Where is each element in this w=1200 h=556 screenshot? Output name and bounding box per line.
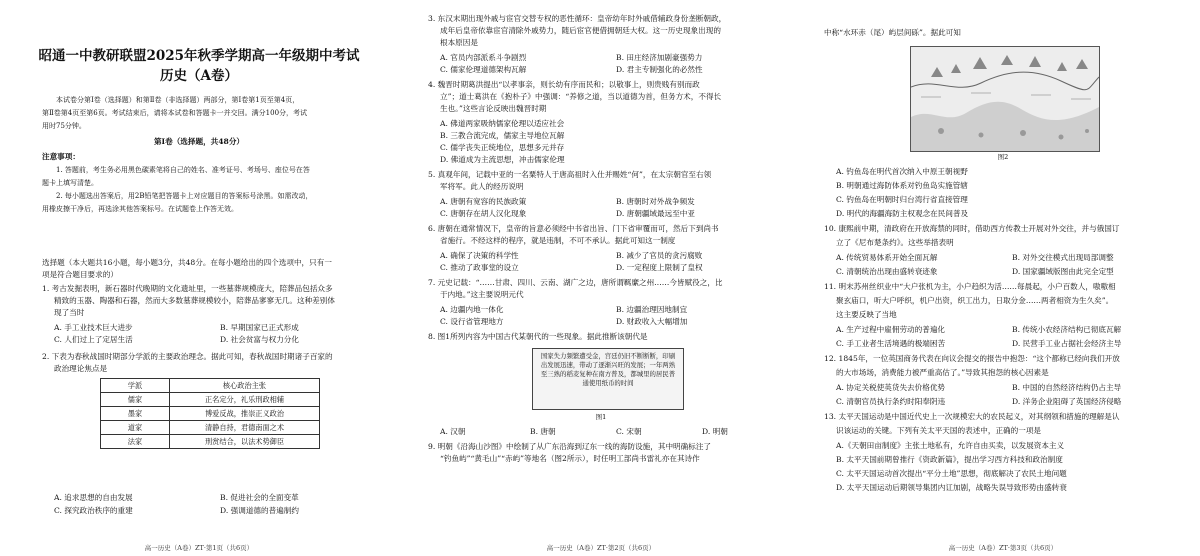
q1-option-b: B. 早期国家已正式形成 [220, 323, 299, 332]
q13-stem-a: 13. 太平天国运动是中国近代史上一次规模宏大的农民起义，对其纲领和措施的理解是认 [824, 412, 1120, 421]
table-header-cell: 核心政治主张 [170, 379, 320, 393]
notice-1b: 题卡上填写清楚。 [42, 179, 98, 187]
exam-page-1 [0, 0, 398, 556]
figure-1-text: 国家失力频繁遭受金，宫廷仍旧不断断断，印刷出发展迅速，带动了逐渐兴旺的发展；一年两熟至三熟的稻麦复种在南方普及，都城里的居民普通使用纸币的时间 [540, 352, 676, 387]
table-row [101, 393, 320, 407]
q12-option-d: D. 洋务企业阻碍了英国经济侵略 [1012, 397, 1122, 406]
q1-option-a: A. 手工业技术巨大进步 [54, 323, 133, 332]
q5-option-b: B. 唐朝时对外战争频发 [616, 197, 695, 206]
notice-2b: 用橡皮擦干净后，再选涂其他答案标号。在试题卷上作答无效。 [42, 205, 238, 213]
q9-option-a: A. 钓鱼岛在明代首次纳入中原王朝视野 [836, 167, 968, 176]
q7-option-c: C. 设行省管理地方 [440, 317, 504, 326]
q2-option-a: A. 追求思想的自由发展 [54, 493, 133, 502]
q12-stem-a: 12. 1845年，一位英国商务代表在向议会提交的报告中抱怨：“这个都称已经向我们开放 [824, 354, 1120, 363]
figure-2-map [910, 46, 1100, 152]
q6-option-d: D. 一定程度上限制了皇权 [616, 263, 703, 272]
q6-option-b: B. 减少了官员的贪污腐败 [616, 251, 703, 260]
table-cell: 清静自持，君德南面之术 [170, 421, 320, 435]
q5-stem-b: 军将军。此人的经历说明 [440, 182, 524, 191]
q8-option-a: A. 汉朝 [440, 427, 466, 436]
q5-option-d: D. 唐朝疆域最远至中亚 [616, 209, 695, 218]
q12-option-b: B. 中国的自然经济结构仍占主导 [1012, 383, 1122, 392]
q10-stem-b: 立了《尼布楚条约》。这些举措表明 [836, 238, 954, 247]
schools-table [100, 378, 320, 449]
q2-option-d: D. 强调道德的普遍制约 [220, 506, 299, 515]
q2-stem-b: 政治理论焦点是 [54, 364, 108, 373]
table-cell: 儒家 [101, 393, 170, 407]
q6-option-c: C. 推动了政事堂的设立 [440, 263, 519, 272]
q1-option-c: C. 人们过上了定居生活 [54, 335, 133, 344]
figure-1 [532, 348, 684, 410]
q3-option-d: D. 君主专制强化的必然性 [616, 65, 703, 74]
table-cell: 法家 [101, 435, 170, 449]
q11-option-c: C. 手工业者生活境遇的极端困苦 [836, 339, 946, 348]
part-1-heading: 第Ⅰ卷（选择题，共48分） [153, 137, 245, 146]
q3-option-a: A. 官员内部派系斗争剧烈 [440, 53, 527, 62]
q3-stem-b: 成年后皇帝依靠宦官清除外戚势力，随后宦官便借拥朝廷大权。这一历史现象出现的 [440, 26, 721, 35]
q10-option-d: D. 国家疆域版图由此完全定型 [1012, 267, 1114, 276]
table-cell: 墨家 [101, 407, 170, 421]
q3-stem-a: 3. 东汉末期出现外戚与宦官交替专权的恶性循环：皇帝幼年时外戚借辅政身份垄断朝政， [428, 14, 727, 23]
q13-option-d: D. 太平天国运动后期领导集团内讧加剧，战略失误导致形势由盛转衰 [836, 483, 1067, 492]
table-row [101, 407, 320, 421]
q4-stem-a: 4. 魏晋时期葛洪提出“以孝事亲，则长幼有序而民和；以敬事上，则贵贱有别而政 [428, 80, 700, 89]
q8-option-c: C. 宋朝 [616, 427, 642, 436]
q3-option-c: C. 儒家伦理道德架构瓦解 [440, 65, 527, 74]
table-cell: 正名定分，礼乐刑政相辅 [170, 393, 320, 407]
q9-option-d: D. 明代的海疆海防主权观念在民间普及 [836, 209, 969, 218]
q6-stem-a: 6. 唐朝在通常情况下，皇帝的旨意必须经中书省出旨、门下省审覆而可，然后下到尚书 [428, 224, 719, 233]
page-footer: 高一历史（A卷）ZT·第1页（共6页） [144, 544, 254, 552]
q11-stem-c: 这主要反映了当地 [836, 310, 897, 319]
table-header-cell: 学派 [101, 379, 170, 393]
q8-stem: 8. 图1所列内容为中国古代某朝代的一些现象。据此推断该朝代是 [428, 332, 648, 341]
q2-option-b: B. 促进社会的全面变革 [220, 493, 299, 502]
q9-stem-c: 中称“水环赤（尾）屿层间砾”。据此可知 [824, 28, 961, 37]
q7-stem-a: 7. 元史记载：“……甘肃、四川、云南、湖广之边，唐所谓羁縻之州……今皆赋役之，比 [428, 278, 723, 287]
notice-1a: 1. 答题前，考生务必用黑色碳素笔将自己的姓名、准考证号、考场号、座位号在答 [56, 166, 310, 174]
q11-option-a: A. 生产过程中雇佣劳动的普遍化 [836, 325, 946, 334]
q10-option-b: B. 对外交往模式出现局部调整 [1012, 253, 1114, 262]
q10-option-a: A. 传统贸易体系开始全面瓦解 [836, 253, 938, 262]
figure-1-caption: 图1 [595, 413, 607, 421]
q11-stem-a: 11. 明末苏州丝织业中“大户张机为主，小户趋织为活……每晨起，小户百数人，嗷嗷相 [824, 282, 1116, 291]
coastline-map-illustration [911, 47, 1099, 151]
q4-option-a: A. 佛道两家吸纳儒家伦理以适应社会 [440, 119, 565, 128]
q13-option-a: A.《天朝田亩制度》主张土地私有，允许自由买卖，以发展资本主义 [836, 441, 1065, 450]
table-row [101, 421, 320, 435]
q8-option-d: D. 明朝 [702, 427, 728, 436]
table-row [101, 435, 320, 449]
notice-2a: 2. 每小题选出答案后，用2B铅笔把答题卡上对应题目的答案标号涂黑。如需改动， [56, 192, 313, 200]
q3-stem-c: 根本原因是 [440, 38, 478, 47]
q13-option-b: B. 太平天国前期曾推行《资政新篇》，提出学习西方科技和政治制度 [836, 455, 1063, 464]
q9-option-c: C. 钓鱼岛在明朝时归台湾行省直接管理 [836, 195, 968, 204]
q7-stem-b: 于内地。”这主要说明元代 [440, 290, 524, 299]
q9-option-b: B. 明朝通过海防体系对钓鱼岛实施管辖 [836, 181, 968, 190]
q9-stem-a: 9. 明朝《沿海山沙图》中绘制了从广东沿海到辽东一线的海防设施，其中明确标注了 [428, 442, 712, 451]
selection-heading-b: 项是符合题目要求的） [42, 270, 118, 279]
q2-stem-a: 2. 下表为春秋战国时期部分学派的主要政治理念。据此可知，春秋战国时期诸子百家的 [42, 352, 333, 361]
q12-option-a: A. 协定关税使英货失去价格优势 [836, 383, 946, 392]
selection-heading-a: 选择题（本大题共16小题，每小题3分，共48分。在每小题给出的四个选项中，只有一 [42, 258, 332, 267]
q4-option-c: C. 儒学丧失正统地位，思想多元并存 [440, 143, 565, 152]
q10-option-c: C. 清朝统治出现由盛转衰迹象 [836, 267, 938, 276]
q11-option-d: D. 民营手工业占据社会经济主导 [1012, 339, 1122, 348]
q7-option-a: A. 边疆内地一体化 [440, 305, 504, 314]
q2-option-c: C. 探究政治秩序的重建 [54, 506, 133, 515]
page-footer: 高一历史（A卷）ZT·第3页（共6页） [948, 544, 1058, 552]
q13-stem-b: 识该运动的关键。下列有关太平天国的表述中，正确的一项是 [836, 426, 1042, 435]
q3-option-b: B. 田庄经济加剧豪强势力 [616, 53, 703, 62]
intro-line-3: 用时75分钟。 [42, 122, 86, 130]
q4-stem-c: 生也。”这些言论反映出魏晋时期 [440, 104, 547, 113]
intro-line-2: 第Ⅱ卷第4页至第6页。考试结束后，请将本试卷和答题卡一并交回。满分100分，考试 [42, 109, 308, 117]
q9-stem-b: “钓鱼屿”“黄毛山”“赤屿”等地名（图2所示），时任明工部尚书雷礼亦在其诗作 [440, 454, 700, 463]
page-footer: 高一历史（A卷）ZT·第2页（共6页） [546, 544, 656, 552]
q12-option-c: C. 清朝官员执行条约时阳奉阴违 [836, 397, 946, 406]
q10-stem-a: 10. 康熙前中期，清政府在开放海禁的同时，借助西方传教士开展对外交往，并与俄国订 [824, 224, 1120, 233]
q1-stem-a: 1. 考古发掘表明，新石器时代晚期的文化遗址里，一些墓葬规模庞大，陪葬品包括众多 [42, 284, 333, 293]
exam-page-2 [402, 0, 800, 556]
exam-title: 昭通一中教研联盟2025年秋季学期高一年级期中考试 [38, 48, 360, 64]
q4-option-b: B. 三教合流完成，儒家主导地位瓦解 [440, 131, 565, 140]
q1-stem-b: 精致的玉器、陶器和石器，然而大多数墓葬规模较小，陪葬品寥寥无几。这种差别体 [54, 296, 335, 305]
q4-stem-b: 立”；道士葛洪在《抱朴子》中强调：“养修之道，当以道德为首，但务方术，不得长 [440, 92, 722, 101]
q13-option-c: C. 太平天国运动首次提出“平分土地”思想，彻底解决了农民土地问题 [836, 469, 1067, 478]
intro-line-1: 本试卷分第Ⅰ卷（选择题）和第Ⅱ卷（非选择题）两部分，第Ⅰ卷第1页至第4页， [56, 96, 300, 104]
q7-option-d: D. 财政收入大幅增加 [616, 317, 688, 326]
q6-stem-b: 省施行。不经这样的程序，就是违制，不可不承认。据此可知这一制度 [440, 236, 676, 245]
q1-option-d: D. 社会贫富与权力分化 [220, 335, 299, 344]
table-cell: 道家 [101, 421, 170, 435]
notice-heading: 注意事项： [42, 152, 80, 161]
q4-option-d: D. 佛道成为主流思想，冲击儒家伦理 [440, 155, 565, 164]
q6-option-a: A. 确保了决策的科学性 [440, 251, 519, 260]
exam-subtitle: 历史（A卷） [160, 68, 238, 84]
figure-2-caption: 图2 [997, 153, 1009, 161]
table-cell: 刑赏结合，以法术势御臣 [170, 435, 320, 449]
q12-stem-b: 的大市场场，消费能力被严重高估了。”导致其抱怨的核心因素是 [836, 368, 1049, 377]
q5-stem-a: 5. 真观年间，记载中亚的一名粟特人于唐高祖时入仕并赐姓“何”，在太宗朝官至右领 [428, 170, 712, 179]
q11-option-b: B. 传统小农经济结构已彻底瓦解 [1012, 325, 1122, 334]
table-header-row [101, 379, 320, 393]
q5-option-c: C. 唐朝存在胡人汉化现象 [440, 209, 527, 218]
table-cell: 博爱反战，推崇正义政治 [170, 407, 320, 421]
q1-stem-c: 现了当时 [54, 308, 85, 317]
q5-option-a: A. 唐朝有宽容的民族政策 [440, 197, 527, 206]
q7-option-b: B. 边疆治理因地制宜 [616, 305, 688, 314]
q8-option-b: B. 唐朝 [530, 427, 556, 436]
q11-stem-b: 聚玄庙口，听大户呼织，机户出资，织工出力，日取分金……两者相资为生久矣”。 [836, 296, 1114, 305]
exam-page-3 [806, 0, 1200, 556]
